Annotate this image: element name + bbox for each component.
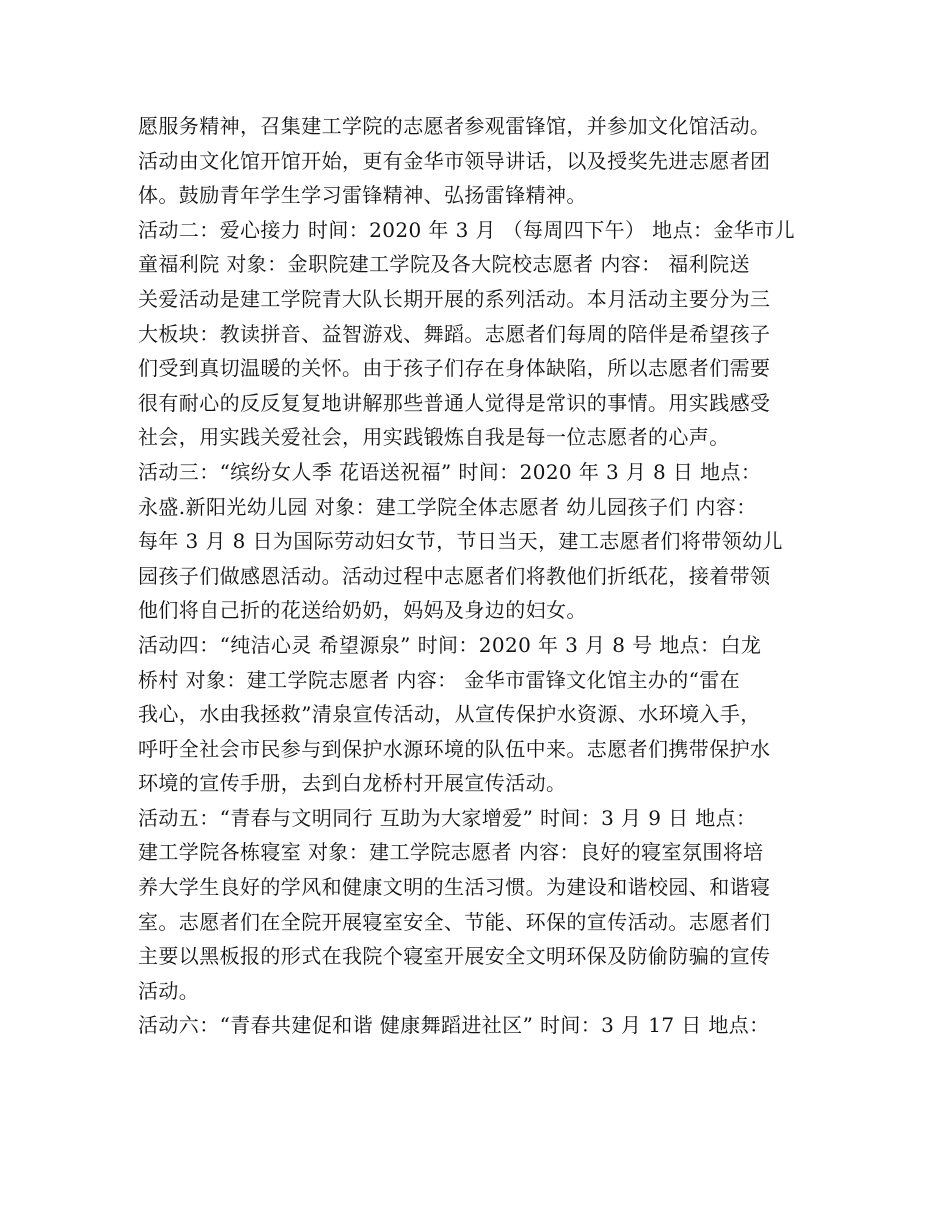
text-line: 永盛.新阳光幼儿园 对象：建工学院全体志愿者 幼儿园孩子们 内容： [138,494,757,519]
text-line: 每年 3 月 8 日为国际劳动妇女节，节日当天，建工志愿者们将带领幼儿 [138,529,783,554]
text-line: 环境的宣传手册，去到白龙桥村开展宣传活动。 [138,771,567,796]
text-line: 愿服务精神，召集建工学院的志愿者参观雷锋馆，并参加文化馆活动。 [138,114,771,138]
text-line: 活动二：爱心接力 时间：2020 年 3 月 （每周四下午） 地点：金华市儿 [138,217,795,242]
text-line: 活动由文化馆开馆开始，更有金华市领导讲话，以及授奖先进志愿者团 [138,148,771,173]
text-line: 童福利院 对象：金职院建工学院及各大院校志愿者 内容： 福利院送 [138,252,750,277]
text-line: 养大学生良好的学风和健康文明的生活习惯。为建设和谐校园、和谐寝 [138,875,771,900]
text-line: 社会，用实践关爱社会，用实践锻炼自我是每一位志愿者的心声。 [138,425,730,450]
text-line: 建工学院各栋寝室 对象：建工学院志愿者 内容：良好的寝室氛围将培 [138,840,764,865]
text-line: 们受到真切温暖的关怀。由于孩子们存在身体缺陷，所以志愿者们需要 [138,356,771,381]
text-line: 活动五：“青春与文明同行 互助为大家增爱” 时间：3 月 9 日 地点： [138,805,757,830]
text-line: 活动六：“青春共建促和谐 健康舞蹈进社区” 时间：3 月 17 日 地点： [138,1013,770,1038]
text-line: 活动三：“缤纷女人季 花语送祝福” 时间：2020 年 3 月 8 日 地点： [138,459,762,484]
text-line: 活动四：“纯洁心灵 希望源泉” 时间：2020 年 3 月 8 号 地点：白龙 [138,632,762,657]
text-line: 体。鼓励青年学生学习雷锋精神、弘扬雷锋精神。 [138,183,587,208]
text-line: 我心，水由我拯救”清泉宣传活动，从宣传保护水资源、水环境入手， [138,702,761,727]
body-text [138,109,838,1043]
text-line: 大板块：教读拼音、益智游戏、舞蹈。志愿者们每周的陪伴是希望孩子 [138,321,771,346]
text-line: 园孩子们做感恩活动。活动过程中志愿者们将教他们折纸花，接着带领 [138,563,771,588]
text-line: 他们将自己折的花送给奶奶，妈妈及身边的妇女。 [138,598,587,623]
text-line: 主要以黑板报的形式在我院个寝室开展安全文明环保及防偷防骗的宣传 [138,944,771,969]
text-line: 很有耐心的反反复复地讲解那些普通人觉得是常识的事情。用实践感受 [138,390,771,415]
text-line: 关爱活动是建工学院青大队长期开展的系列活动。本月活动主要分为三 [138,286,771,311]
text-line: 桥村 对象：建工学院志愿者 内容： 金华市雷锋文化馆主办的“雷在 [138,667,741,692]
text-line: 呼吁全社会市民参与到保护水源环境的队伍中来。志愿者们携带保护水 [138,736,771,761]
text-line: 室。志愿者们在全院开展寝室安全、节能、环保的宣传活动。志愿者们 [138,909,771,934]
text-line: 活动。 [138,978,200,1003]
